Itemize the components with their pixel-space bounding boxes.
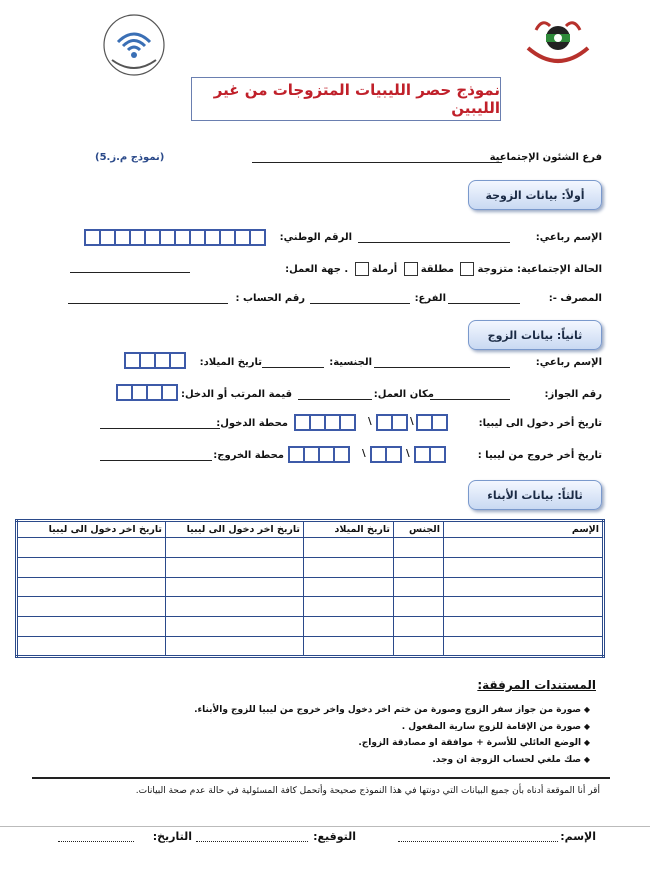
widow-checkbox[interactable] [355, 262, 369, 276]
wife-section-title: أولاً: بيانات الزوجة [485, 188, 585, 202]
signature-name-line[interactable] [398, 841, 558, 842]
husband-name-label: الإسم رباعي: [535, 357, 602, 368]
col-last-entry-2: تاريخ اخر دخول الى ليبيا [17, 521, 166, 538]
divorced-checkbox[interactable] [404, 262, 418, 276]
status-married-label: الحالة الإجتماعية: متزوجة [477, 264, 602, 275]
government-logo-right [518, 8, 598, 74]
wife-branch-label: الفرع: [414, 293, 446, 304]
exit-station-line[interactable] [100, 460, 212, 461]
wife-national-id-boxes[interactable] [84, 229, 264, 246]
exit-slash-2: \ [406, 448, 410, 459]
branch-line [252, 162, 502, 163]
children-table [15, 519, 605, 658]
workplace-label: مكان العمل: [373, 389, 434, 400]
exit-station-label: محطة الخروج: [213, 450, 284, 461]
dob-boxes[interactable] [124, 352, 184, 369]
documents-heading: المستندات المرفقة: [477, 678, 596, 692]
entry-slash-1: \ [368, 416, 372, 427]
last-entry-label: تاريخ أخر دخول الى ليبيا: [478, 418, 602, 429]
branch-label: فرع الشئون الإجتماعية [489, 152, 602, 163]
table-row[interactable] [17, 557, 604, 577]
children-section-header [468, 480, 602, 510]
col-last-entry-1: تاريخ اخر دخول الى ليبيا [166, 521, 304, 538]
table-row[interactable] [17, 597, 604, 617]
list-item: ◆ صورة من جواز سفر الزوج وصورة من ختم اخر دخول واخر خروج من ليبيا للزوج والأبناء. [194, 702, 590, 719]
wife-status-row [285, 262, 602, 276]
exit-year-boxes[interactable] [288, 446, 348, 463]
wife-name-label: الإسم رباعي: [535, 232, 602, 243]
exit-slash-1: \ [362, 448, 366, 459]
salary-label: قيمة المرتب أو الدخل: [180, 389, 292, 400]
signature-sign-label: التوقيع: [313, 830, 356, 843]
workplace-line[interactable] [298, 399, 372, 400]
status-widow-label: أرملة [371, 264, 398, 275]
wife-branch-line[interactable] [310, 303, 410, 304]
signature-date-line[interactable] [58, 841, 134, 842]
documents-list [194, 702, 590, 768]
husband-section-title: ثانياً: بيانات الزوج [487, 328, 583, 342]
children-section-title: ثالثاً: بيانات الأبناء [487, 488, 583, 502]
account-label: رقم الحساب : [235, 293, 305, 304]
entry-year-boxes[interactable] [294, 414, 354, 431]
account-line[interactable] [68, 303, 228, 304]
list-item: ◆ الوضع العائلي للأسرة + موافقة او مصادقة الزواج. [194, 735, 590, 752]
last-exit-label: تاريخ أخر خروج من ليبيا : [477, 450, 602, 461]
employer-label: . جهة العمل: [285, 264, 349, 275]
nationality-line[interactable] [262, 367, 324, 368]
wife-section-header [468, 180, 602, 210]
exit-month-boxes[interactable] [370, 446, 400, 463]
ministry-logo-left [100, 12, 168, 78]
list-item: ◆ صك ملغي لحساب الزوجة ان وجد. [194, 752, 590, 769]
status-divorced-label: مطلقة [420, 264, 454, 275]
signature-divider [0, 826, 650, 827]
entry-station-line[interactable] [100, 428, 220, 429]
children-table-header-row [17, 521, 604, 538]
col-name: الإسم [444, 521, 604, 538]
wife-national-id-label: الرقم الوطني: [279, 232, 352, 243]
nationality-label: الجنسية: [329, 357, 372, 368]
col-gender: الجنس [394, 521, 444, 538]
signature-date-label: التاريخ: [152, 830, 192, 843]
col-dob: تاريخ الميلاد [304, 521, 394, 538]
declaration-divider [32, 777, 610, 779]
declaration-text: أقر أنا الموقعة أدناه بأن جميع البيانات التي دونتها في هذا النموذج صحيحة وأتحمل كافة المسئولية في حالة عدم صحة البيانات. [135, 786, 600, 796]
table-row[interactable] [17, 617, 604, 637]
passport-label: رقم الجواز: [544, 389, 602, 400]
table-row[interactable] [17, 637, 604, 657]
married-checkbox[interactable] [460, 262, 474, 276]
table-row[interactable] [17, 577, 604, 597]
wife-name-line[interactable] [358, 242, 510, 243]
entry-slash-2: \ [410, 416, 414, 427]
list-item: ◆ صورة من الإقامة للزوج سارية المفعول . [194, 719, 590, 736]
signature-name-label: الإسم: [560, 830, 596, 843]
entry-day-boxes[interactable] [416, 414, 446, 431]
exit-day-boxes[interactable] [414, 446, 444, 463]
bank-line[interactable] [448, 303, 520, 304]
employer-line[interactable] [70, 272, 190, 273]
table-row[interactable] [17, 538, 604, 558]
husband-section-header [468, 320, 602, 350]
entry-month-boxes[interactable] [376, 414, 406, 431]
signature-sign-line[interactable] [196, 841, 308, 842]
husband-name-line[interactable] [374, 367, 510, 368]
passport-line[interactable] [430, 399, 510, 400]
dob-label: تاريخ الميلاد: [199, 357, 262, 368]
form-code: (نموذج م.ز.5) [95, 152, 165, 163]
bank-label: المصرف -: [548, 293, 602, 304]
entry-station-label: محطة الدخول: [216, 418, 288, 429]
salary-boxes[interactable] [116, 384, 176, 401]
form-title: نموذج حصر الليبيات المتزوجات من غير الليبين [213, 81, 500, 117]
form-title-box [191, 77, 501, 121]
